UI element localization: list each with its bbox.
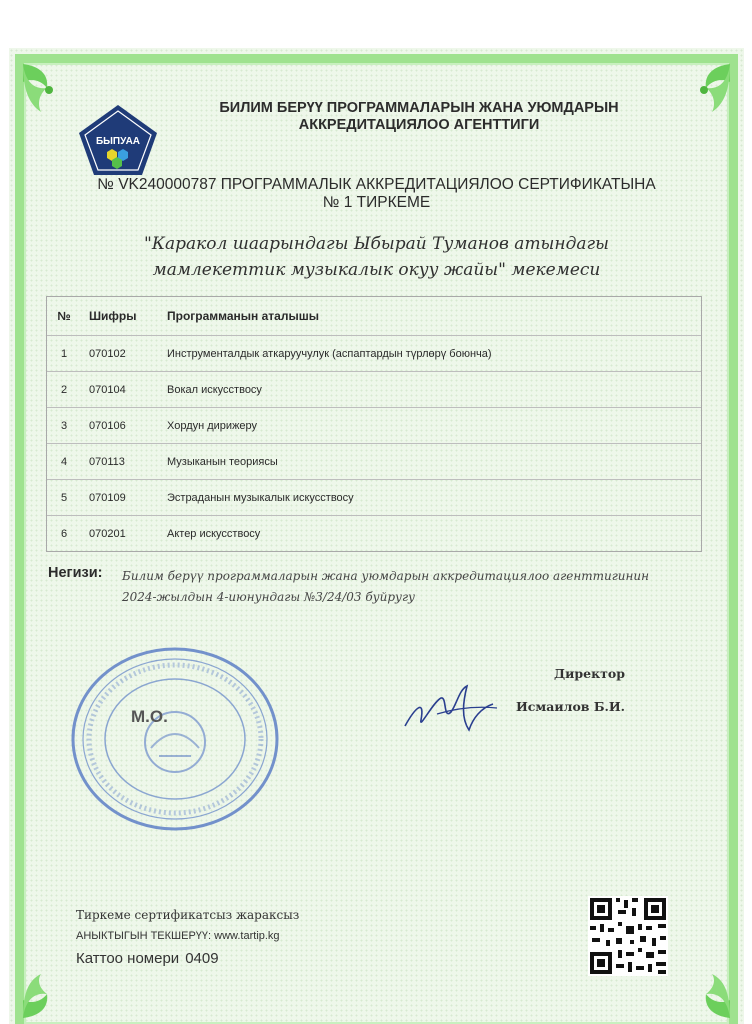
- corner-ornament-bottom-left-icon: [19, 972, 75, 1022]
- table-row: [47, 443, 701, 479]
- seal-label: М.О.: [131, 707, 168, 726]
- row-name: Актер искусствосу: [167, 527, 261, 540]
- row-name: Хордун дирижеру: [167, 419, 258, 432]
- table-row: [47, 335, 701, 371]
- institution-name: [49, 231, 704, 283]
- row-no: 6: [60, 527, 68, 540]
- registration-label: Каттоо номери: [76, 950, 180, 967]
- registration-number: [76, 950, 219, 967]
- table-header-row: [47, 297, 701, 335]
- row-name: Эстраданын музыкалык искусствосу: [167, 491, 354, 504]
- basis-text: [122, 566, 662, 608]
- table-row: [47, 407, 701, 443]
- director-title: Директор: [554, 666, 625, 681]
- verify-note: АНЫКТЫГЫН ТЕКШЕРҮҮ: www.tartip.kg: [76, 930, 280, 942]
- qr-code-icon: [588, 896, 668, 976]
- certificate-title-line2: № 1 ТИРКЕМЕ: [322, 194, 431, 211]
- row-code: 070102: [89, 347, 126, 360]
- table-row: [47, 371, 701, 407]
- agency-title-line1: БИЛИМ БЕРҮҮ ПРОГРАММАЛАРЫН ЖАНА УЮМДАРЫН: [219, 100, 619, 116]
- registration-value: 0409: [185, 950, 219, 967]
- basis-text-line2: 2024-жылдын 4-июнундагы №3/24/03 буйругу: [122, 590, 416, 604]
- agency-title: [179, 100, 659, 134]
- table-row: [47, 515, 701, 551]
- director-name: Исмаилов Б.И.: [516, 699, 626, 714]
- row-code: 070109: [89, 491, 126, 504]
- official-seal: [69, 644, 281, 834]
- row-code: 070104: [89, 383, 126, 396]
- certificate-title: [29, 176, 724, 212]
- header-code: Шифры: [89, 309, 137, 323]
- row-code: 070201: [89, 527, 126, 540]
- agency-logo-text: БЫПУАА: [95, 136, 141, 147]
- agency-logo: [77, 103, 159, 177]
- row-name: Музыканын теориясы: [167, 455, 278, 468]
- row-code: 070113: [89, 455, 125, 468]
- basis-label: Негизи:: [48, 565, 103, 581]
- row-no: 1: [60, 347, 68, 360]
- certificate-sheet: [9, 48, 744, 1024]
- corner-ornament-bottom-right-icon: [678, 972, 734, 1022]
- row-no: 4: [60, 455, 68, 468]
- header-no: №: [57, 309, 71, 323]
- table-row: [47, 479, 701, 515]
- agency-title-line2: АККРЕДИТАЦИЯЛОО АГЕНТТИГИ: [298, 117, 540, 133]
- programs-table: [46, 296, 702, 552]
- row-name: Инструменталдык аткаруучулук (аспаптардын түрлөрү боюнча): [167, 347, 492, 360]
- row-no: 5: [60, 491, 68, 504]
- row-no: 3: [60, 419, 68, 432]
- institution-name-line2: мамлекеттик музыкалык окуу жайы" мекемеси: [152, 260, 601, 280]
- certificate-title-line1: № VK240000787 ПРОГРАММАЛЫК АККРЕДИТАЦИЯЛОО СЕРТИФИКАТЫНА: [97, 176, 656, 193]
- header-name: Программанын аталышы: [167, 309, 319, 323]
- institution-name-line1: "Каракол шаарындагы Ыбырай Туманов атындагы: [144, 234, 609, 254]
- corner-ornament-top-left-icon: [19, 60, 75, 116]
- basis-text-line1: Билим берүү программаларын жана уюмдарын аккредитациялоо агенттигинин: [122, 569, 650, 583]
- row-name: Вокал искусствосу: [167, 383, 262, 396]
- row-no: 2: [60, 383, 68, 396]
- validity-note: Тиркеме сертификатсыз жараксыз: [76, 908, 300, 922]
- row-code: 070106: [89, 419, 126, 432]
- corner-ornament-top-right-icon: [678, 60, 734, 116]
- director-signature: [397, 668, 507, 748]
